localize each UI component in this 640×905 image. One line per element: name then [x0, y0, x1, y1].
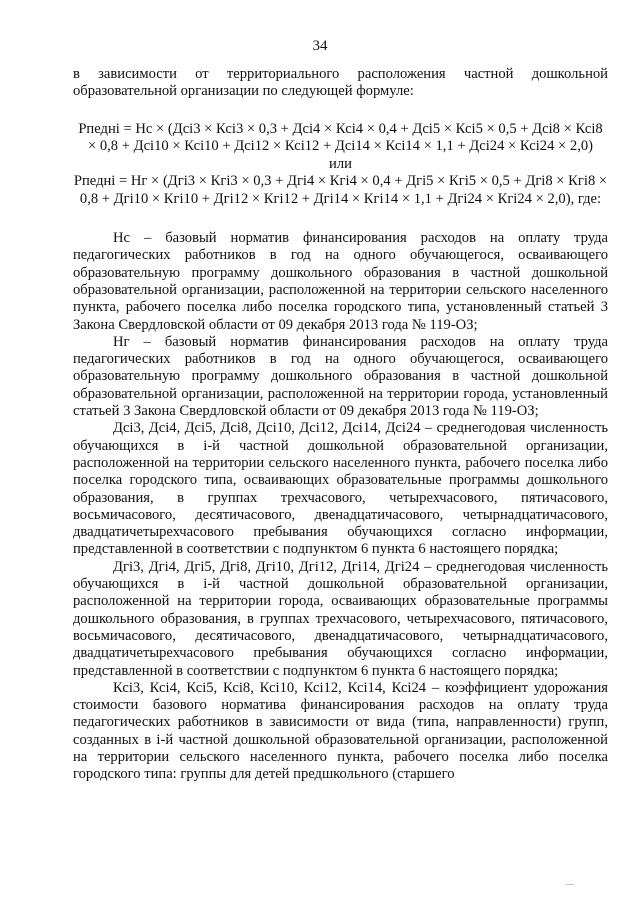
definition-ksi: Ксі3, Ксі4, Ксі5, Ксі8, Ксі10, Ксі12, Ксі14, Ксі24 – коэффициент удорожания стоимости базового норматива финансирования расходов на оплату труда педагогических работников в зависимости от вида (типа, направленности) групп, созданных в і-й частной дошкольной образовательной организации, расположенной на территории сельского населенного пункта, рабочего поселка либо поселка городского типа: группы для детей предшкольного (старшего [73, 679, 608, 783]
formula-block [73, 121, 608, 209]
intro-paragraph: в зависимости от территориального расположения частной дошкольной образовательной организации по следующей формуле: [73, 66, 608, 100]
page-number: 34 [312, 38, 328, 54]
definition-nc: Нс – базовый норматив финансирования расходов на оплату труда педагогических работников в год на одного обучающегося, осваивающего образовательную программу дошкольного образования в частной дошкольной образовательной организации, расположенной на территории сельского населенного пункта, рабочего поселка либо поселка городского типа, установленный статьей 3 Закона Свердловской области от 09 декабря 2013 года № 119-ОЗ; [73, 230, 608, 333]
definition-dsi: Дсі3, Дсі4, Дсі5, Дсі8, Дсі10, Дсі12, Дсі14, Дсі24 – среднегодовая численность обучающихся в і-й частной дошкольной образовательной организации, расположенной на территории сельского населенного пункта, рабочего поселка либо поселка городского типа, осваивающих образовательные программы дошкольного образования, в группах трехчасового, четырехчасового, пятичасового, восьмичасового, десятичасового, двенадцатичасового, четырнадцатичасового, двадцатичетырехчасового пребывания обучающихся согласно информации, представленной в соответствии с подпунктом 6 пункта 6 настоящего порядка; [73, 420, 608, 558]
page-content [73, 66, 608, 784]
definition-dgi: Дгі3, Дгі4, Дгі5, Дгі8, Дгі10, Дгі12, Дгі14, Дгі24 – среднегодовая численность обучающихся в і-й частной дошкольной образовательной организации, расположенной на территории города, осваивающих образовательные программы дошкольного образования, в группах трехчасового, четырехчасового, пятичасового, восьмичасового, десятичасового, двенадцатичасового, четырнадцатичасового, двадцатичетырехчасового пребывания обучающихся согласно информации, представленной в соответствии с подпунктом 6 пункта 6 настоящего порядка; [73, 558, 608, 679]
formula-line-4: 0,8 + Дгі10 × Кгі10 + Дгі12 × Кгі12 + Дгі14 × Кгі14 × 1,1 + Дгі24 × Кгі24 × 2,0), где: [79, 190, 602, 207]
formula-line-3: Рпедні = Нг × (Дгі3 × Кгі3 × 0,3 + Дгі4 × Кгі4 × 0,4 + Дгі5 × Кгі5 × 0,5 + Дгі8 × Кгі8 × [73, 173, 608, 190]
scan-mark: — [566, 879, 574, 888]
definition-ng: Нг – базовый норматив финансирования расходов на оплату труда педагогических работников в год на одного обучающегося, осваивающего образовательную программу дошкольного образования в частной дошкольной образовательной организации, расположенной на территории города, установленный статьей 3 Закона Свердловской области от 09 декабря 2013 года № 119-ОЗ; [73, 333, 608, 420]
formula-line-2: × 0,8 + Дсі10 × Ксі10 + Дсі12 × Ксі12 + Дсі14 × Ксі14 × 1,1 + Дсі24 × Ксі24 × 2,0) [87, 138, 594, 155]
formula-or: или [329, 155, 352, 172]
formula-line-1: Рпедні = Нс × (Дсі3 × Ксі3 × 0,3 + Дсі4 × Ксі4 × 0,4 + Дсі5 × Ксі5 × 0,5 + Дсі8 × Ксі8 [78, 120, 603, 137]
